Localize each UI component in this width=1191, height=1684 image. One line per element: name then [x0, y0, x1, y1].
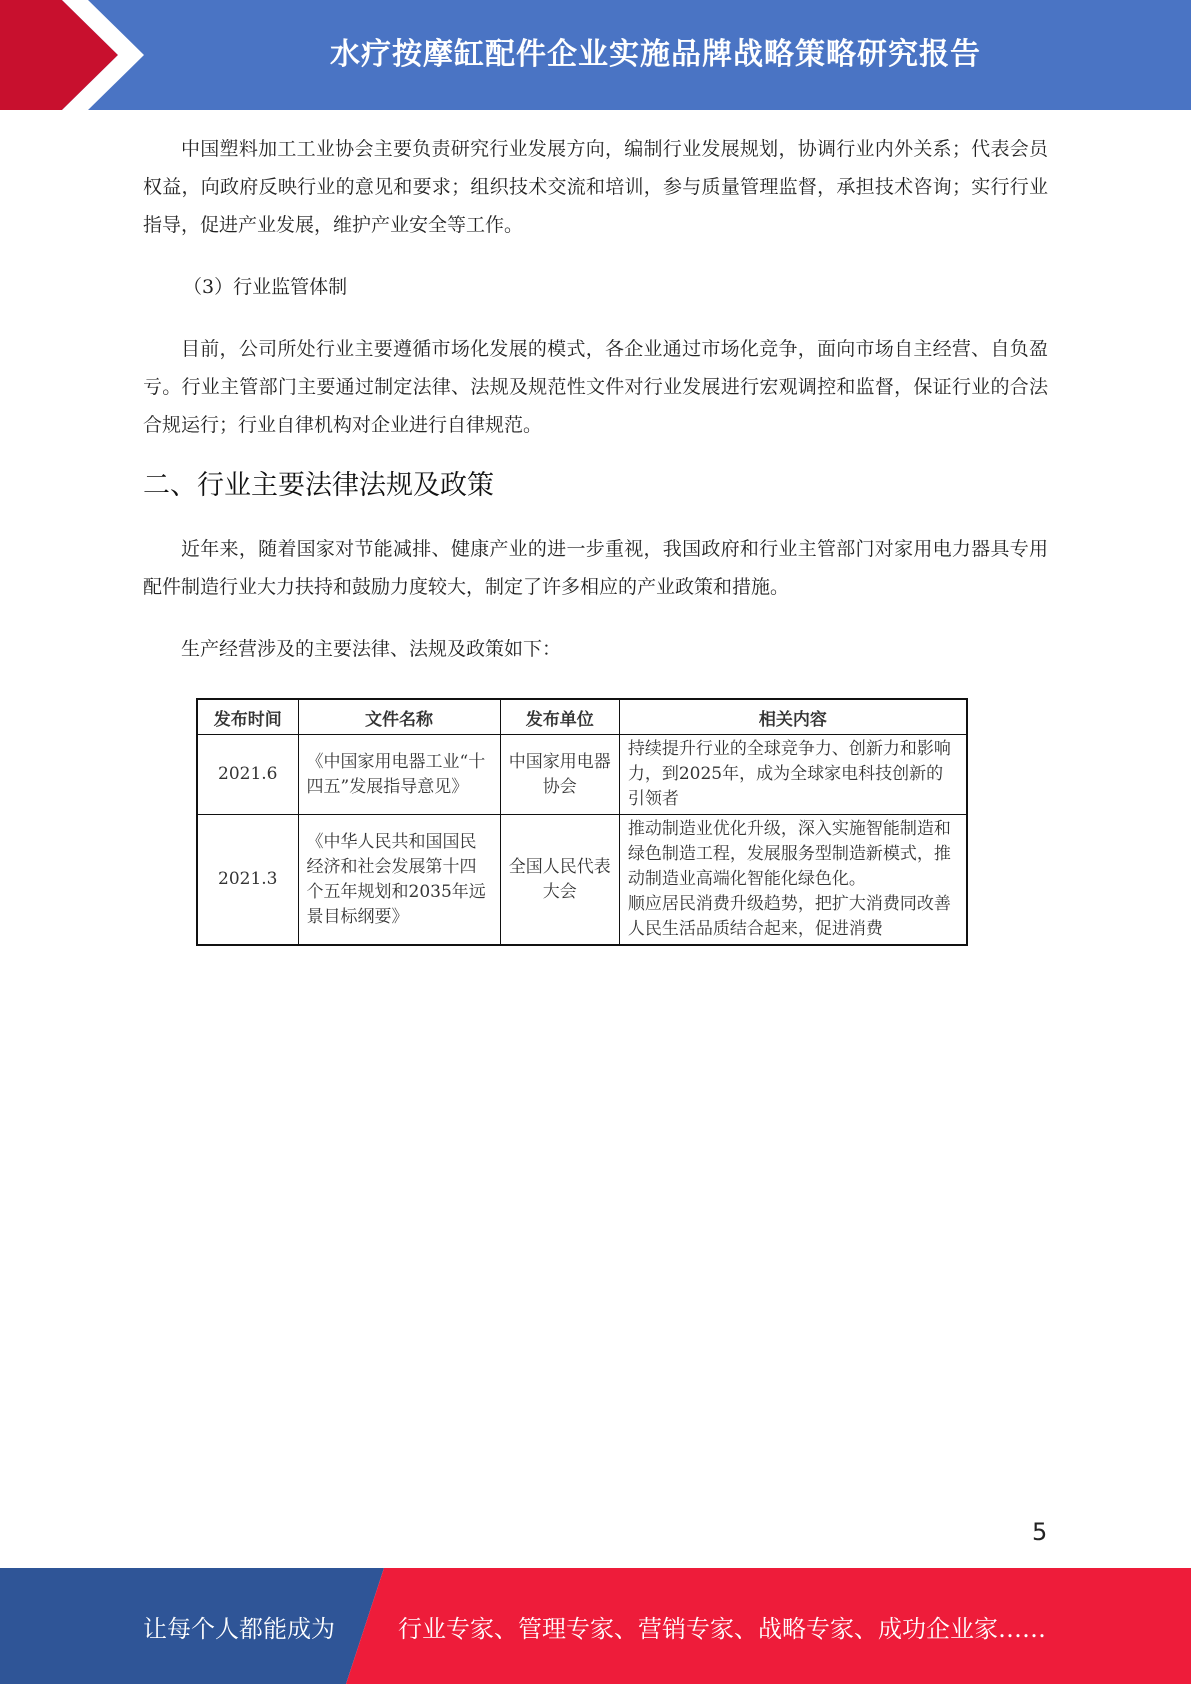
paragraph-association-duties: 中国塑料加工工业协会主要负责研究行业发展方向，编制行业发展规划，协调行业内外关系；代表会员权益，向政府反映行业的意见和要求；组织技术交流和培训，参与质量管理监督，承担技术咨询；实行行业指导，促进产业发展，维护产业安全等工作。 — [143, 138, 1048, 236]
table-row — [197, 735, 967, 815]
column-header-name: 文件名称 — [298, 699, 500, 735]
policy-table — [196, 698, 968, 946]
cell-content-line: 顺应居民消费升级趋势，把扩大消费同改善人民生活品质结合起来，促进消费 — [627, 894, 951, 939]
cell-date: 2021.6 — [197, 735, 298, 815]
cell-org: 中国家用电器协会 — [500, 735, 619, 815]
page-number: 5 — [1032, 1518, 1048, 1546]
document-body — [143, 130, 1048, 946]
cell-name: 《中国家用电器工业“十四五”发展指导意见》 — [298, 735, 500, 815]
paragraph-regulatory-system: 目前，公司所处行业主要遵循市场化发展的模式，各企业通过市场化竞争，面向市场自主经营、自负盈亏。行业主管部门主要通过制定法律、法规及规范性文件对行业发展进行宏观调控和监督，保证行业的合法合规运行；行业自律机构对企业进行自律规范。 — [143, 338, 1048, 436]
cell-name: 《中华人民共和国国民经济和社会发展第十四个五年规划和2035年远景目标纲要》 — [298, 815, 500, 946]
cell-date: 2021.3 — [197, 815, 298, 946]
column-header-content: 相关内容 — [619, 699, 967, 735]
column-header-org: 发布单位 — [500, 699, 619, 735]
report-title: 水疗按摩缸配件企业实施品牌战略策略研究报告 — [330, 37, 981, 72]
table-row — [197, 815, 967, 946]
header-arrow-decoration — [0, 0, 160, 110]
cell-content-line: 推动制造业优化升级，深入实施智能制造和绿色制造工程，发展服务型制造新模式，推动制造业高端化智能化绿色化。 — [627, 819, 951, 889]
paragraph-policy-support: 近年来，随着国家对节能减排、健康产业的进一步重视，我国政府和行业主管部门对家用电力器具专用配件制造行业大力扶持和鼓励力度较大，制定了许多相应的产业政策和措施。 — [143, 538, 1048, 598]
table-header-row — [197, 699, 967, 735]
page-footer — [0, 1568, 1191, 1684]
subheading-regulatory-system: （3）行业监管体制 — [183, 276, 348, 298]
section-heading-laws-policies: 二、行业主要法律法规及政策 — [143, 470, 494, 501]
cell-content — [619, 815, 967, 946]
footer-slogan-left: 让每个人都能成为 — [143, 1614, 335, 1643]
cell-org: 全国人民代表大会 — [500, 815, 619, 946]
page-header — [0, 0, 1191, 110]
paragraph-table-intro: 生产经营涉及的主要法律、法规及政策如下： — [181, 638, 562, 660]
footer-slogan-right: 行业专家、管理专家、营销专家、战略专家、成功企业家…… — [398, 1614, 1046, 1643]
cell-content: 持续提升行业的全球竞争力、创新力和影响力，到2025年，成为全球家电科技创新的引领者 — [619, 735, 967, 815]
column-header-date: 发布时间 — [197, 699, 298, 735]
